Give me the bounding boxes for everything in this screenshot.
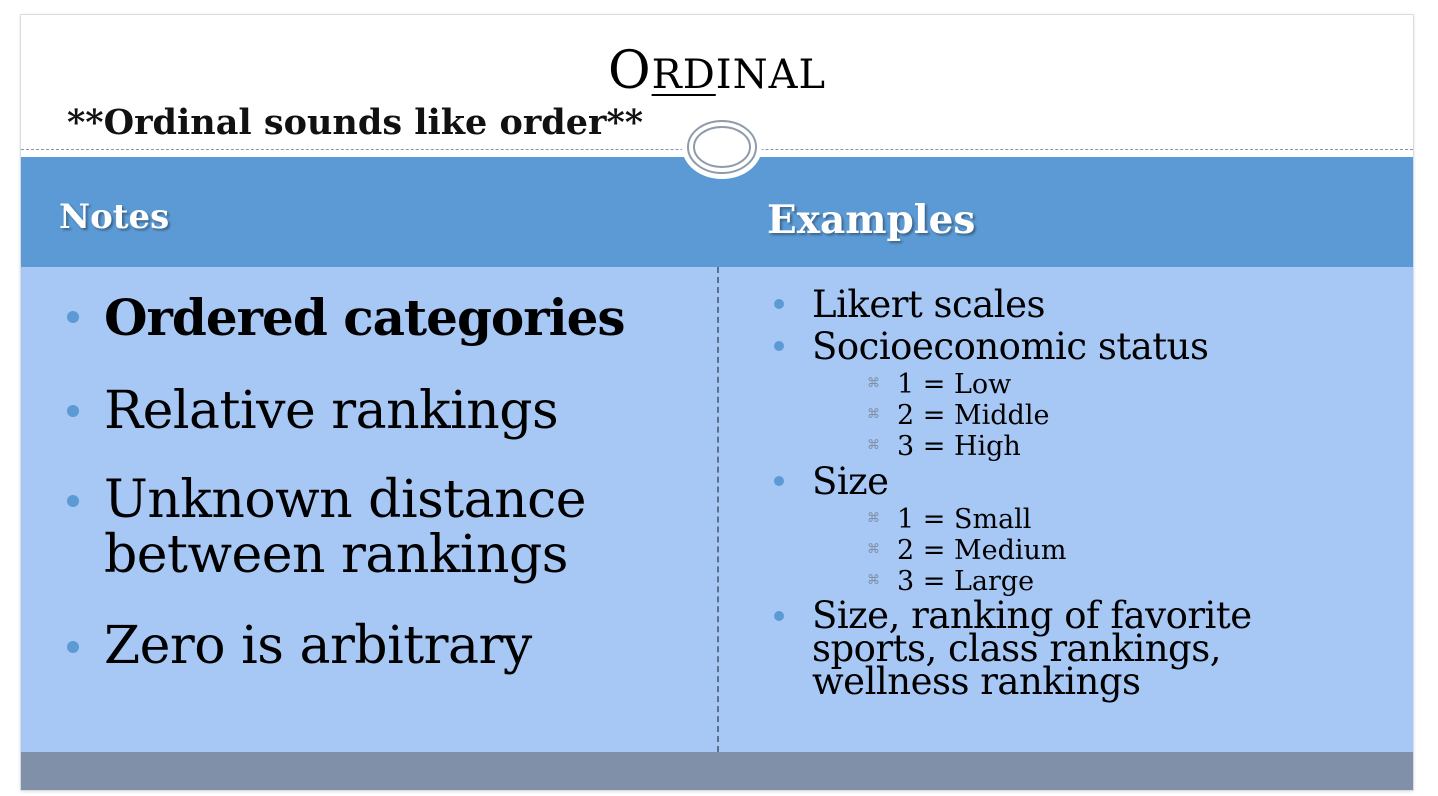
notes-item: Zero is arbitrary [104, 616, 532, 676]
bullet-icon [67, 495, 79, 507]
ring-ornament-icon [681, 114, 763, 180]
slide-title [21, 41, 1413, 101]
sub-bullet-icon: ⌘ [867, 376, 880, 391]
bullet-icon [774, 476, 784, 486]
column-divider [717, 267, 719, 752]
slide-subtitle: **Ordinal sounds like order** [67, 102, 644, 143]
bullet-icon [67, 641, 79, 653]
notes-heading: Notes [59, 197, 170, 237]
size-sub-item: 3 = Large [897, 566, 1035, 597]
title-rest: INAL [715, 52, 827, 98]
bullet-icon [774, 341, 784, 351]
slide [21, 15, 1413, 790]
notes-item: Unknown distance between rankings [104, 470, 587, 585]
bullet-icon [67, 311, 79, 323]
examples-item-other: Size, ranking of favorite sports, class rankings, wellness rankings [812, 594, 1252, 703]
footer-band [21, 752, 1413, 790]
sub-bullet-icon: ⌘ [867, 542, 880, 557]
size-sub-item: 2 = Medium [897, 535, 1067, 566]
size-sub-item: 1 = Small [897, 504, 1032, 535]
examples-item-size: Size [812, 460, 889, 503]
bullet-icon [774, 611, 784, 621]
examples-item-likert: Likert scales [812, 283, 1046, 326]
ses-sub-item: 2 = Middle [897, 400, 1050, 431]
notes-item: Relative rankings [104, 381, 559, 441]
title-initial: O [607, 41, 652, 101]
notes-item: Ordered categories [104, 288, 625, 347]
sub-bullet-icon: ⌘ [867, 511, 880, 526]
title-underlined-part: RD [651, 52, 716, 98]
bullet-icon [774, 299, 784, 309]
sub-bullet-icon: ⌘ [867, 573, 880, 588]
sub-bullet-icon: ⌘ [867, 438, 880, 453]
bullet-icon [67, 405, 79, 417]
examples-item-ses: Socioeconomic status [812, 325, 1209, 368]
ses-sub-item: 3 = High [897, 431, 1021, 462]
examples-heading: Examples [767, 197, 976, 243]
ses-sub-item: 1 = Low [897, 369, 1012, 400]
sub-bullet-icon: ⌘ [867, 407, 880, 422]
